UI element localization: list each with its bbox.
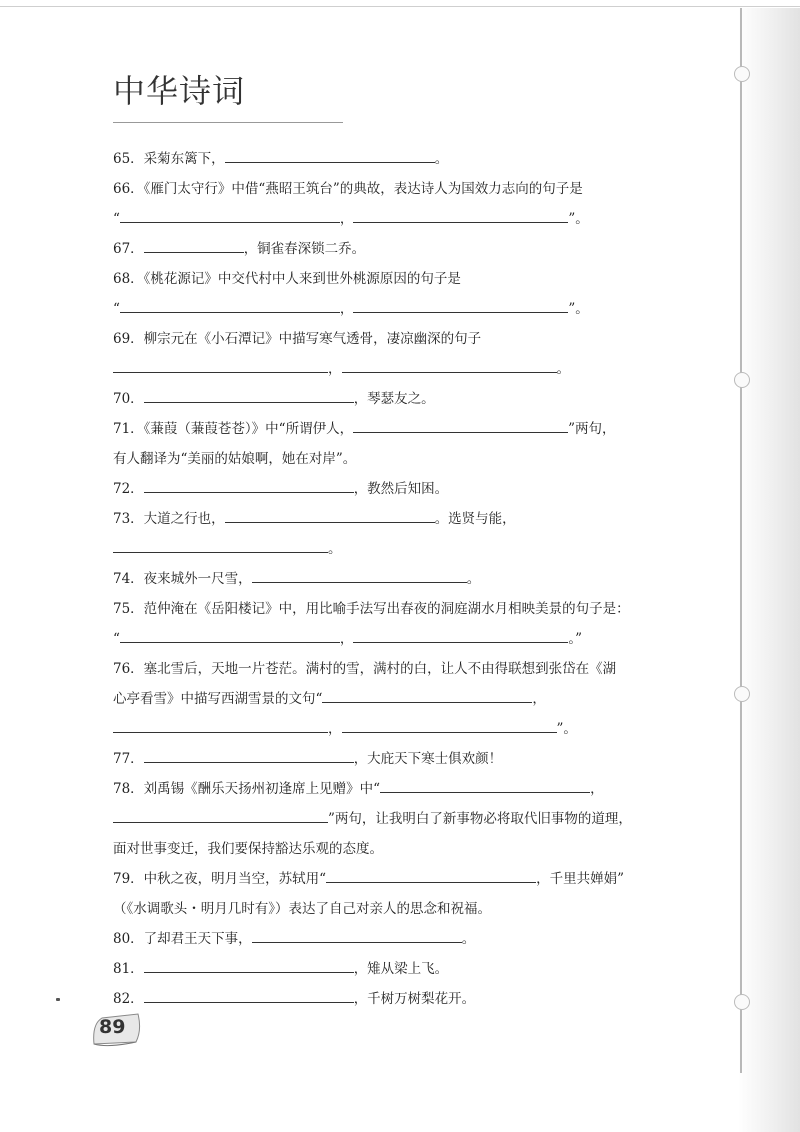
- binder-ring-4: [734, 994, 750, 1010]
- binding-shadow: [738, 8, 800, 1132]
- text-segment: 。选贤与能，: [434, 511, 516, 527]
- text-segment: 80．了却君王天下事，: [113, 931, 252, 947]
- text-segment: 71．《蒹葭（蒹葭苍苍）》中“所谓伊人，: [113, 421, 354, 437]
- question-70-line: [113, 384, 673, 414]
- answer-blank[interactable]: [353, 296, 568, 313]
- text-segment: ”。: [556, 721, 577, 737]
- text-segment: ，教然后知困。: [353, 481, 449, 497]
- question-66-answer-line: [113, 204, 673, 234]
- question-65-line: [113, 144, 673, 174]
- answer-blank[interactable]: [144, 986, 354, 1003]
- question-67-line: [113, 234, 673, 264]
- answer-blank[interactable]: [144, 476, 354, 493]
- text-segment: 。: [466, 571, 481, 587]
- question-71-note-line: [113, 444, 673, 474]
- answer-blank[interactable]: [225, 506, 435, 523]
- ink-dot: [56, 998, 60, 1001]
- text-segment: 72．: [113, 481, 144, 497]
- answer-blank[interactable]: [322, 686, 532, 703]
- answer-blank[interactable]: [120, 296, 340, 313]
- answer-blank[interactable]: [252, 926, 462, 943]
- text-segment: （《水调歌头・明月几时有》）表达了自己对亲人的思念和祝福。: [113, 901, 491, 917]
- question-66-line: [113, 174, 673, 204]
- question-list: [113, 144, 673, 1014]
- text-segment: 82．: [113, 991, 144, 1007]
- question-69-answer-line: [113, 354, 673, 384]
- answer-blank[interactable]: [353, 206, 568, 223]
- answer-blank[interactable]: [113, 806, 328, 823]
- answer-blank[interactable]: [120, 206, 340, 223]
- text-segment: 。: [556, 361, 570, 377]
- text-segment: ”。: [568, 301, 589, 317]
- question-78-line: [113, 774, 673, 804]
- text-segment: ”两句，让我明白了新事物必将取代旧事物的道理，: [328, 811, 632, 827]
- text-segment: ，琴瑟友之。: [353, 391, 435, 407]
- answer-blank[interactable]: [144, 386, 354, 403]
- question-76-continued-line: [113, 684, 673, 714]
- question-80-line: [113, 924, 673, 954]
- text-segment: 67．: [113, 241, 144, 257]
- text-segment: “: [113, 301, 120, 317]
- page-number: 89: [99, 1016, 126, 1038]
- text-segment: 68．《桃花源记》中交代村中人来到世外桃源原因的句子是: [113, 271, 461, 287]
- question-68-answer-line: [113, 294, 673, 324]
- question-79-line: [113, 864, 673, 894]
- text-segment: ，: [328, 361, 342, 377]
- text-segment: 心亭看雪》中描写西湖雪景的文句“: [113, 691, 323, 707]
- text-segment: 75．范仲淹在《岳阳楼记》中，用比喻手法写出春夜的洞庭湖水月相映美景的句子是：: [113, 601, 630, 617]
- question-79-note-line: [113, 894, 673, 924]
- text-segment: 。: [434, 151, 449, 167]
- text-segment: “: [113, 211, 120, 227]
- text-segment: 76．塞北雪后，天地一片苍茫。满村的雪，满村的白，让人不由得联想到张岱在《湖: [113, 661, 617, 677]
- text-segment: ”。: [568, 211, 589, 227]
- text-segment: ，: [339, 211, 354, 227]
- question-78-continued-line: [113, 804, 673, 834]
- text-segment: 面对世事变迁，我们要保持豁达乐观的态度。: [113, 841, 383, 857]
- text-segment: 78．刘禹锡《酬乐天扬州初逢席上见赠》中“: [113, 781, 381, 797]
- question-76-answer-line: [113, 714, 673, 744]
- text-segment: 81．: [113, 961, 144, 977]
- question-75-line: [113, 594, 673, 624]
- text-segment: “: [113, 631, 120, 647]
- page-top-edge: [0, 6, 800, 7]
- answer-blank[interactable]: [342, 716, 557, 733]
- text-segment: ，: [532, 691, 546, 707]
- text-segment: 。: [461, 931, 476, 947]
- question-74-line: [113, 564, 673, 594]
- answer-blank[interactable]: [252, 566, 467, 583]
- text-segment: 69．柳宗元在《小石潭记》中描写寒气透骨，凄凉幽深的句子: [113, 331, 482, 347]
- answer-blank[interactable]: [353, 416, 568, 433]
- binder-ring-2: [734, 372, 750, 388]
- question-72-line: [113, 474, 673, 504]
- text-segment: 79．中秋之夜，明月当空，苏轼用“: [113, 871, 327, 887]
- answer-blank[interactable]: [380, 776, 590, 793]
- binder-ring-1: [734, 66, 750, 82]
- question-78-note-line: [113, 834, 673, 864]
- answer-blank[interactable]: [144, 746, 354, 763]
- text-segment: 。: [328, 541, 342, 557]
- text-segment: ，: [339, 301, 354, 317]
- answer-blank[interactable]: [144, 956, 354, 973]
- text-segment: 77．: [113, 751, 144, 767]
- question-73-answer-line: [113, 534, 673, 564]
- question-75-answer-line: [113, 624, 673, 654]
- text-segment: 74．夜来城外一尺雪，: [113, 571, 252, 587]
- text-segment: ，千树万树梨花开。: [353, 991, 476, 1007]
- answer-blank[interactable]: [120, 626, 340, 643]
- answer-blank[interactable]: [113, 536, 328, 553]
- text-segment: 73．大道之行也，: [113, 511, 225, 527]
- text-segment: 65．采菊东篱下，: [113, 151, 225, 167]
- question-69-line: [113, 324, 673, 354]
- page-title: 中华诗词: [113, 72, 246, 110]
- question-71-line: [113, 414, 673, 444]
- question-68-line: [113, 264, 673, 294]
- question-73-line: [113, 504, 673, 534]
- answer-blank[interactable]: [353, 626, 568, 643]
- binder-ring-3: [734, 686, 750, 702]
- question-77-line: [113, 744, 673, 774]
- binding-edge: [740, 8, 742, 1073]
- answer-blank[interactable]: [326, 866, 536, 883]
- answer-blank[interactable]: [113, 716, 328, 733]
- text-segment: ，: [590, 781, 604, 797]
- answer-blank[interactable]: [144, 236, 244, 253]
- text-segment: ，雉从梁上飞。: [353, 961, 449, 977]
- text-segment: 66．《雁门太守行》中借“燕昭王筑台”的典故，表达诗人为国效力志向的句子是: [113, 181, 583, 197]
- text-segment: 有人翻译为“美丽的姑娘啊，她在对岸”。: [113, 451, 357, 467]
- question-76-line: [113, 654, 673, 684]
- answer-blank[interactable]: [225, 146, 435, 163]
- answer-blank[interactable]: [113, 356, 328, 373]
- text-segment: ，: [328, 721, 342, 737]
- text-segment: ，大庇天下寒士俱欢颜！: [353, 751, 503, 767]
- text-segment: ，铜雀春深锁二乔。: [243, 241, 366, 257]
- text-segment: ，千里共婵娟”: [536, 871, 624, 887]
- text-segment: ，: [339, 631, 354, 647]
- question-82-line: [113, 984, 673, 1014]
- answer-blank[interactable]: [342, 356, 557, 373]
- text-segment: 。”: [568, 631, 583, 647]
- text-segment: 70．: [113, 391, 144, 407]
- question-81-line: [113, 954, 673, 984]
- text-segment: ”两句，: [568, 421, 616, 437]
- title-underline: [113, 122, 343, 123]
